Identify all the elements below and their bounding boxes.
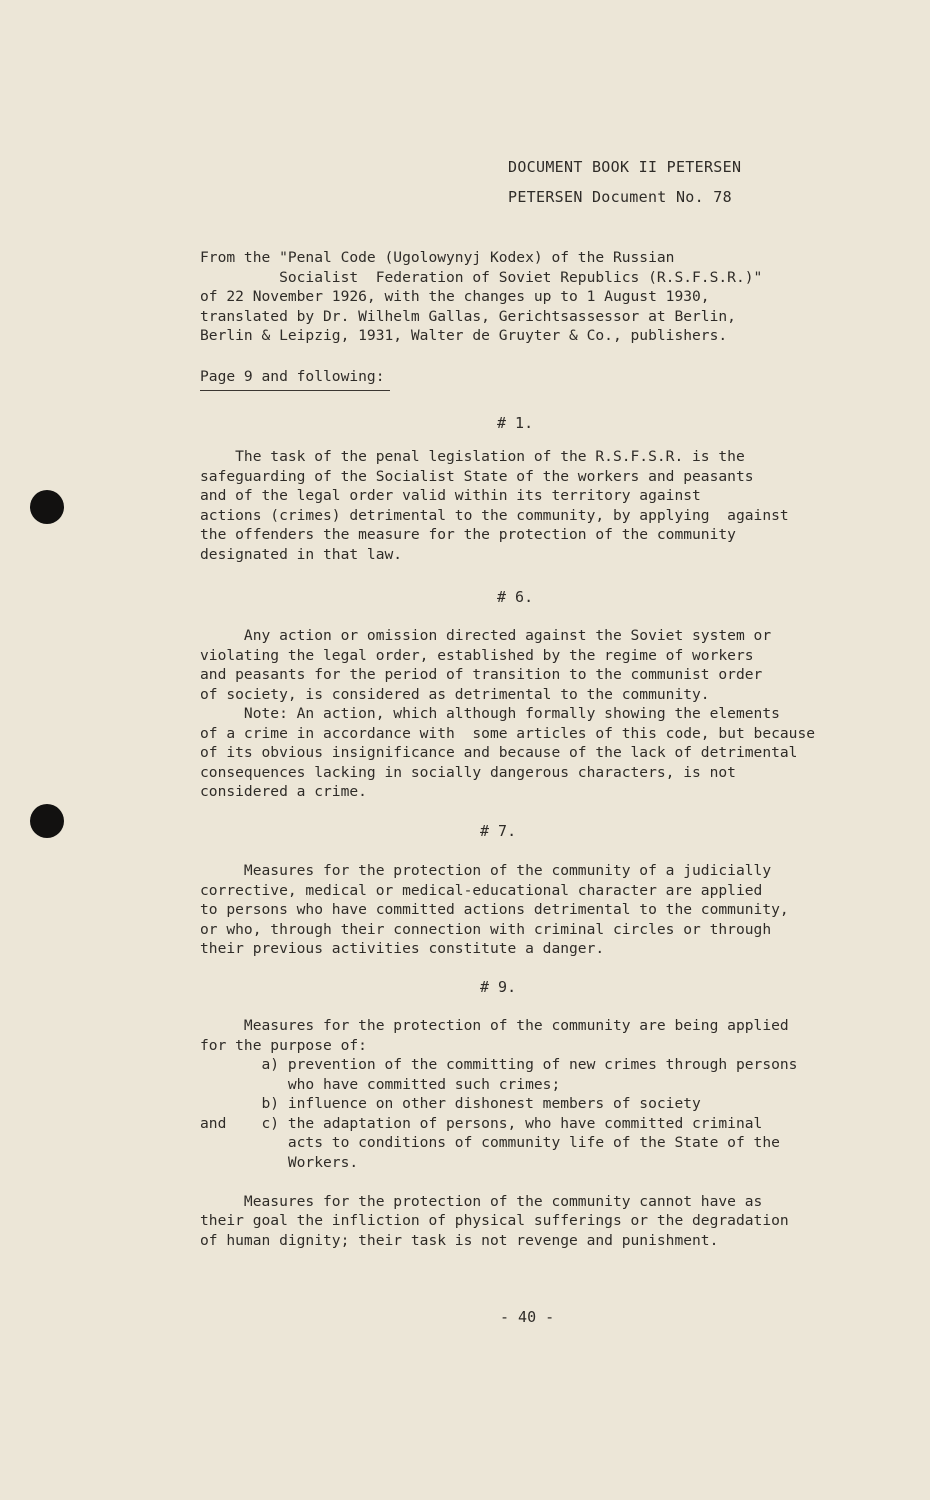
section-text-6: Any action or omission directed against the Soviet system or violating the legal order, established by the regime of workers and peasants for the period of transition to the communist order of society, is considered as detrimental to the community. Note: An action, which although formally showing the elements of a crime in accordance with some articles of this code, but because of its obvious insignificance and because of the lack of detrimental consequences lacking in socially dangerous characters, is not considered a crime. (200, 627, 816, 800)
punch-hole-lower (30, 804, 64, 838)
page-reference-underline (200, 390, 390, 391)
section-text-1: The task of the penal legislation of the R.S.F.S.R. is the safeguarding of the Socialist State of the workers and peasants and of the legal order valid within its territory against actions (crimes) detrimental to the community, by applying against the offenders the measure for the protection of the community designated in that law. (200, 448, 789, 563)
page-reference: Page 9 and following: (200, 368, 385, 385)
document-number-header: PETERSEN Document No. 78 (508, 188, 732, 206)
section-heading-1: # 1. (497, 414, 534, 432)
section-heading-7: # 7. (480, 822, 517, 840)
section-heading-9: # 9. (480, 978, 517, 996)
document-book-header: DOCUMENT BOOK II PETERSEN (508, 158, 742, 176)
source-citation: From the "Penal Code (Ugolowynyj Kodex) of the Russian Socialist Federation of Soviet Republics (R.S.F.S.R.)" of 22 November 1926, with the changes up to 1 August 1930, translated by Dr. Wilhelm Gallas, Gerichtsassessor at Berlin, Berlin & Leipzig, 1931, Walter de Gruyter & Co., publishers. (200, 249, 763, 344)
section-text-9: Measures for the protection of the community are being applied for the purpose of: a) prevention of the committing of new crimes through persons who have committed such crimes; b) influence on other dishonest members of society and c) the adaptation of persons, who have committed criminal acts to conditions of community life of the State of the Workers. Measures for the protection of the community cannot have as their goal the infliction of physical sufferings or the degradation of human dignity; their task is not revenge and punishment. (200, 1017, 798, 1249)
page-number: - 40 - (500, 1308, 555, 1326)
section-heading-6: # 6. (497, 588, 534, 606)
section-text-7: Measures for the protection of the community of a judicially corrective, medical or medical-educational character are applied to persons who have committed actions detrimental to the community, or who, through their connection with criminal circles or through their previous activities constitute a danger. (200, 862, 789, 957)
punch-hole-upper (30, 490, 64, 524)
